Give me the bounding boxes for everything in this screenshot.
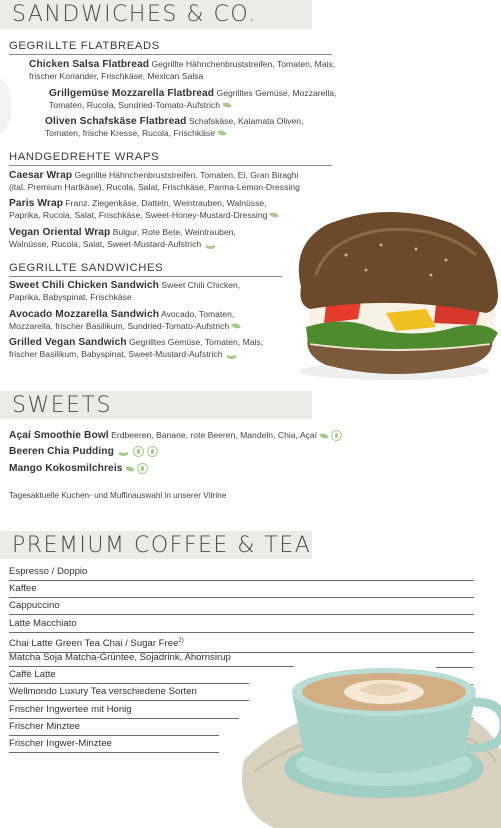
flatbreads-heading: GEGRILLTE FLATBREADS: [9, 40, 332, 55]
gluten-free-icon: [133, 446, 144, 457]
sandwich-image: [286, 205, 501, 385]
vegetarian-leaf-icon: [217, 129, 227, 137]
wraps-heading: HANDGEDREHTE WRAPS: [9, 151, 332, 166]
menu-item-grillgemuese: Grillgemüse Mozzarella Flatbread Gegrilltes Gemüse, Mozzarella, Tomaten, Rucola, Sundried-Tomato-Aufstrich: [49, 88, 337, 110]
sweets-banner: [0, 391, 312, 419]
sweets-item-mango-reis: Mango Kokosmilchreis: [9, 463, 309, 475]
coffee-row: [9, 738, 219, 753]
coffee-label: Chai Latte Green Tea Chai / Sugar Free: [9, 637, 179, 649]
coffee-label: Matcha Soja Matcha-Grüntee, Sojadrink, Ahornsirup: [9, 652, 231, 663]
vegetarian-leaf-icon: [125, 465, 135, 473]
coffee-label: Caffè Latte: [9, 669, 56, 681]
coffee-label: Frischer Ingwer-Minztee: [9, 738, 112, 749]
menu-item-vegan-oriental-wrap: Vegan Oriental Wrap Bulgur, Rote Bete, Weintrauben, Walnüsse, Rucola, Salat, Sweet-Mustard-Aufstrich: [9, 227, 236, 249]
coffee-row: [9, 721, 219, 736]
grilled-sandwiches-heading: GEGRILLTE SANDWICHES: [9, 262, 282, 277]
coffee-label: Espresso / Doppio: [9, 566, 88, 577]
coffee-banner: [0, 531, 312, 559]
vegetarian-leaf-icon: [270, 211, 280, 219]
menu-item-paris-wrap: Paris Wrap Franz. Ziegenkäse, Datteln, Weintrauben, Walnüsse, Paprika, Rucola, Salat, Frischkäse, Sweet-Honey-Mustard-Dressing: [9, 198, 339, 221]
sandwiches-title: SANDWICHES & CO.: [12, 2, 257, 27]
coffee-row: [9, 669, 249, 684]
vegan-icon: [117, 447, 130, 456]
coffee-row: [9, 704, 239, 719]
cappuccino-image: [234, 640, 501, 828]
vegan-icon: [225, 350, 238, 359]
coffee-label: Frischer Minztee: [9, 720, 80, 732]
gluten-free-icon: [137, 463, 148, 474]
menu-item-chicken-salsa: Chicken Salsa Flatbread Gegrillte Hähnchenbruststreifen, Tomaten, Mais, frischer Koriander, Frischkäse, Mexican Salsa: [29, 59, 336, 81]
coffee-row: [9, 566, 474, 581]
coffee-label: Cappuccino: [9, 600, 60, 612]
menu-item-sweet-chili-chicken: Sweet Chili Chicken Sandwich Sweet Chili Chicken, Paprika, Babyspinat, Frischkäse: [9, 280, 241, 302]
coffee-row: [9, 600, 474, 615]
sweets-item-acai-bowl: Açaí Smoothie Bowl Erdbeeren, Banane, rote Beeren, Mandeln, Chia, Açaí: [9, 430, 389, 442]
coffee-row: [9, 686, 249, 701]
sweets-title: SWEETS: [12, 392, 112, 418]
cake-note: Tagesaktuelle Kuchen- und Muffinauswahl in unserer Vitrine: [9, 491, 227, 500]
coffee-row: [9, 618, 474, 633]
plate-edge-image: [0, 78, 12, 134]
coffee-title: PREMIUM COFFEE & TEA: [12, 532, 312, 558]
coffee-row: [9, 583, 474, 598]
coffee-label: Kaffee: [9, 583, 37, 595]
sweets-item-beeren-chia: Beeren Chia Pudding: [9, 446, 309, 458]
vegetarian-leaf-icon: [231, 322, 241, 330]
gluten-free-icon: [331, 430, 342, 441]
coffee-label: Wellmondo Luxury Tea verschiedene Sorten: [9, 686, 197, 698]
sandwiches-banner: [0, 0, 312, 29]
menu-item-oliven-schafskaese: Oliven Schafskäse Flatbread Schafskäse, Kalamata Oliven, Tomaten, frische Kresse, Rucola, Frischkäse: [45, 116, 304, 138]
menu-item-caesar-wrap: Caesar Wrap Gegrillte Hähnchenbruststreifen, Tomaten, Ei, Gran Biraghi (ital. Premium Hartkäse), Rucola, Salat, Frischkäse, Parma-Lemon-Dressing: [9, 170, 300, 192]
vegetarian-leaf-icon: [319, 432, 329, 440]
gluten-free-icon: [147, 446, 158, 457]
menu-item-avocado-mozzarella: Avocado Mozzarella Sandwich Avocado, Tomaten, Mozzarella, frischer Basilikum, Sundried-Tomato-Aufstrich: [9, 309, 289, 332]
vegan-icon: [204, 240, 217, 249]
coffee-label: Latte Macchiato: [9, 617, 77, 629]
coffee-footnote: 2): [178, 637, 184, 644]
menu-item-grilled-vegan: Grilled Vegan Sandwich Gegrilltes Gemüse, Tomaten, Mais, frischer Basilikum, Babyspinat, Sweet-Mustard-Aufstrich: [9, 337, 264, 359]
vegetarian-leaf-icon: [222, 101, 232, 109]
coffee-label: Frischer Ingwertee mit Honig: [9, 703, 132, 715]
